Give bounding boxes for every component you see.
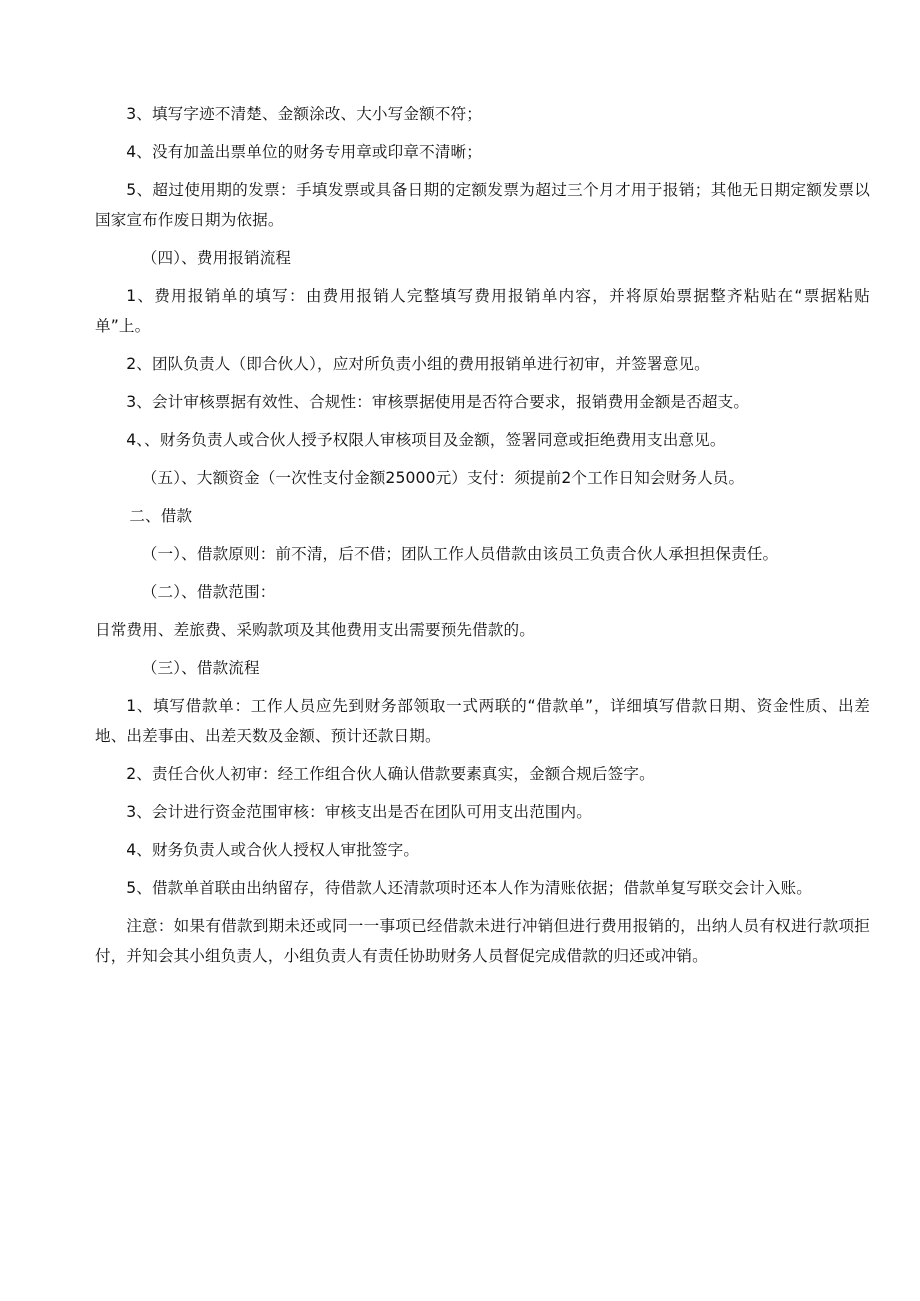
paragraph-loan-step-5: 5、借款单首联由出纳留存，待借款人还清款项时还本人作为清账依据；借款单复写联交会计入账。 [126,879,812,897]
document-body [95,99,870,979]
paragraph-invoice-rule-4: 4、没有加盖出票单位的财务专用章或印章不清晰； [126,143,482,161]
paragraph-note: 注意：如果有借款到期未还或同一一事项已经借款未进行冲销但进行费用报销的，出纳人员有权进行款项拒付，并知会其小组负责人，小组负责人有责任协助财务人员督促完成借款的归还或冲销。 [95,917,870,965]
section-heading-loan: 二、借款 [129,507,193,525]
paragraph-loan-principle: （一）、借款原则：前不清，后不借；团队工作人员借款由该员工负责合伙人承担担保责任。 [141,545,779,563]
paragraph-invoice-rule-3: 3、填写字迹不清楚、金额涂改、大小写金额不符； [126,105,482,123]
paragraph-expense-step-3: 3、会计审核票据有效性、合规性：审核票据使用是否符合要求，报销费用金额是否超支。 [126,393,750,411]
section-heading-expense-process: （四）、费用报销流程 [141,249,292,267]
paragraph-expense-step-2: 2、团队负责人（即合伙人），应对所负责小组的费用报销单进行初审，并签署意见。 [126,355,710,373]
paragraph-loan-step-1: 1、填写借款单：工作人员应先到财务部领取一式两联的“借款单”，详细填写借款日期、资金性质、出差地、出差事由、出差天数及金额、预计还款日期。 [95,697,870,745]
section-heading-large-payment: （五）、大额资金（一次性支付金额25000元）支付：须提前2个工作日知会财务人员。 [141,469,745,487]
section-heading-loan-process: （三）、借款流程 [141,659,260,677]
paragraph-loan-scope: 日常费用、差旅费、采购款项及其他费用支出需要预先借款的。 [95,621,535,639]
paragraph-loan-step-3: 3、会计进行资金范围审核：审核支出是否在团队可用支出范围内。 [126,803,592,821]
paragraph-invoice-rule-5: 5、超过使用期的发票：手填发票或具备日期的定额发票为超过三个月才用于报销；其他无日期定额发票以国家宣布作废日期为依据。 [95,181,870,229]
paragraph-expense-step-4: 4、、财务负责人或合伙人授予权限人审核项目及金额，签署同意或拒绝费用支出意见。 [126,431,726,449]
paragraph-expense-step-1: 1、费用报销单的填写：由费用报销人完整填写费用报销单内容，并将原始票据整齐粘贴在“票据粘贴单”上。 [95,287,870,335]
paragraph-loan-step-4: 4、财务负责人或合伙人授权人审批签字。 [126,841,420,859]
paragraph-loan-step-2: 2、责任合伙人初审：经工作组合伙人确认借款要素真实，金额合规后签字。 [126,765,655,783]
section-heading-loan-scope: （二）、借款范围： [141,583,276,601]
